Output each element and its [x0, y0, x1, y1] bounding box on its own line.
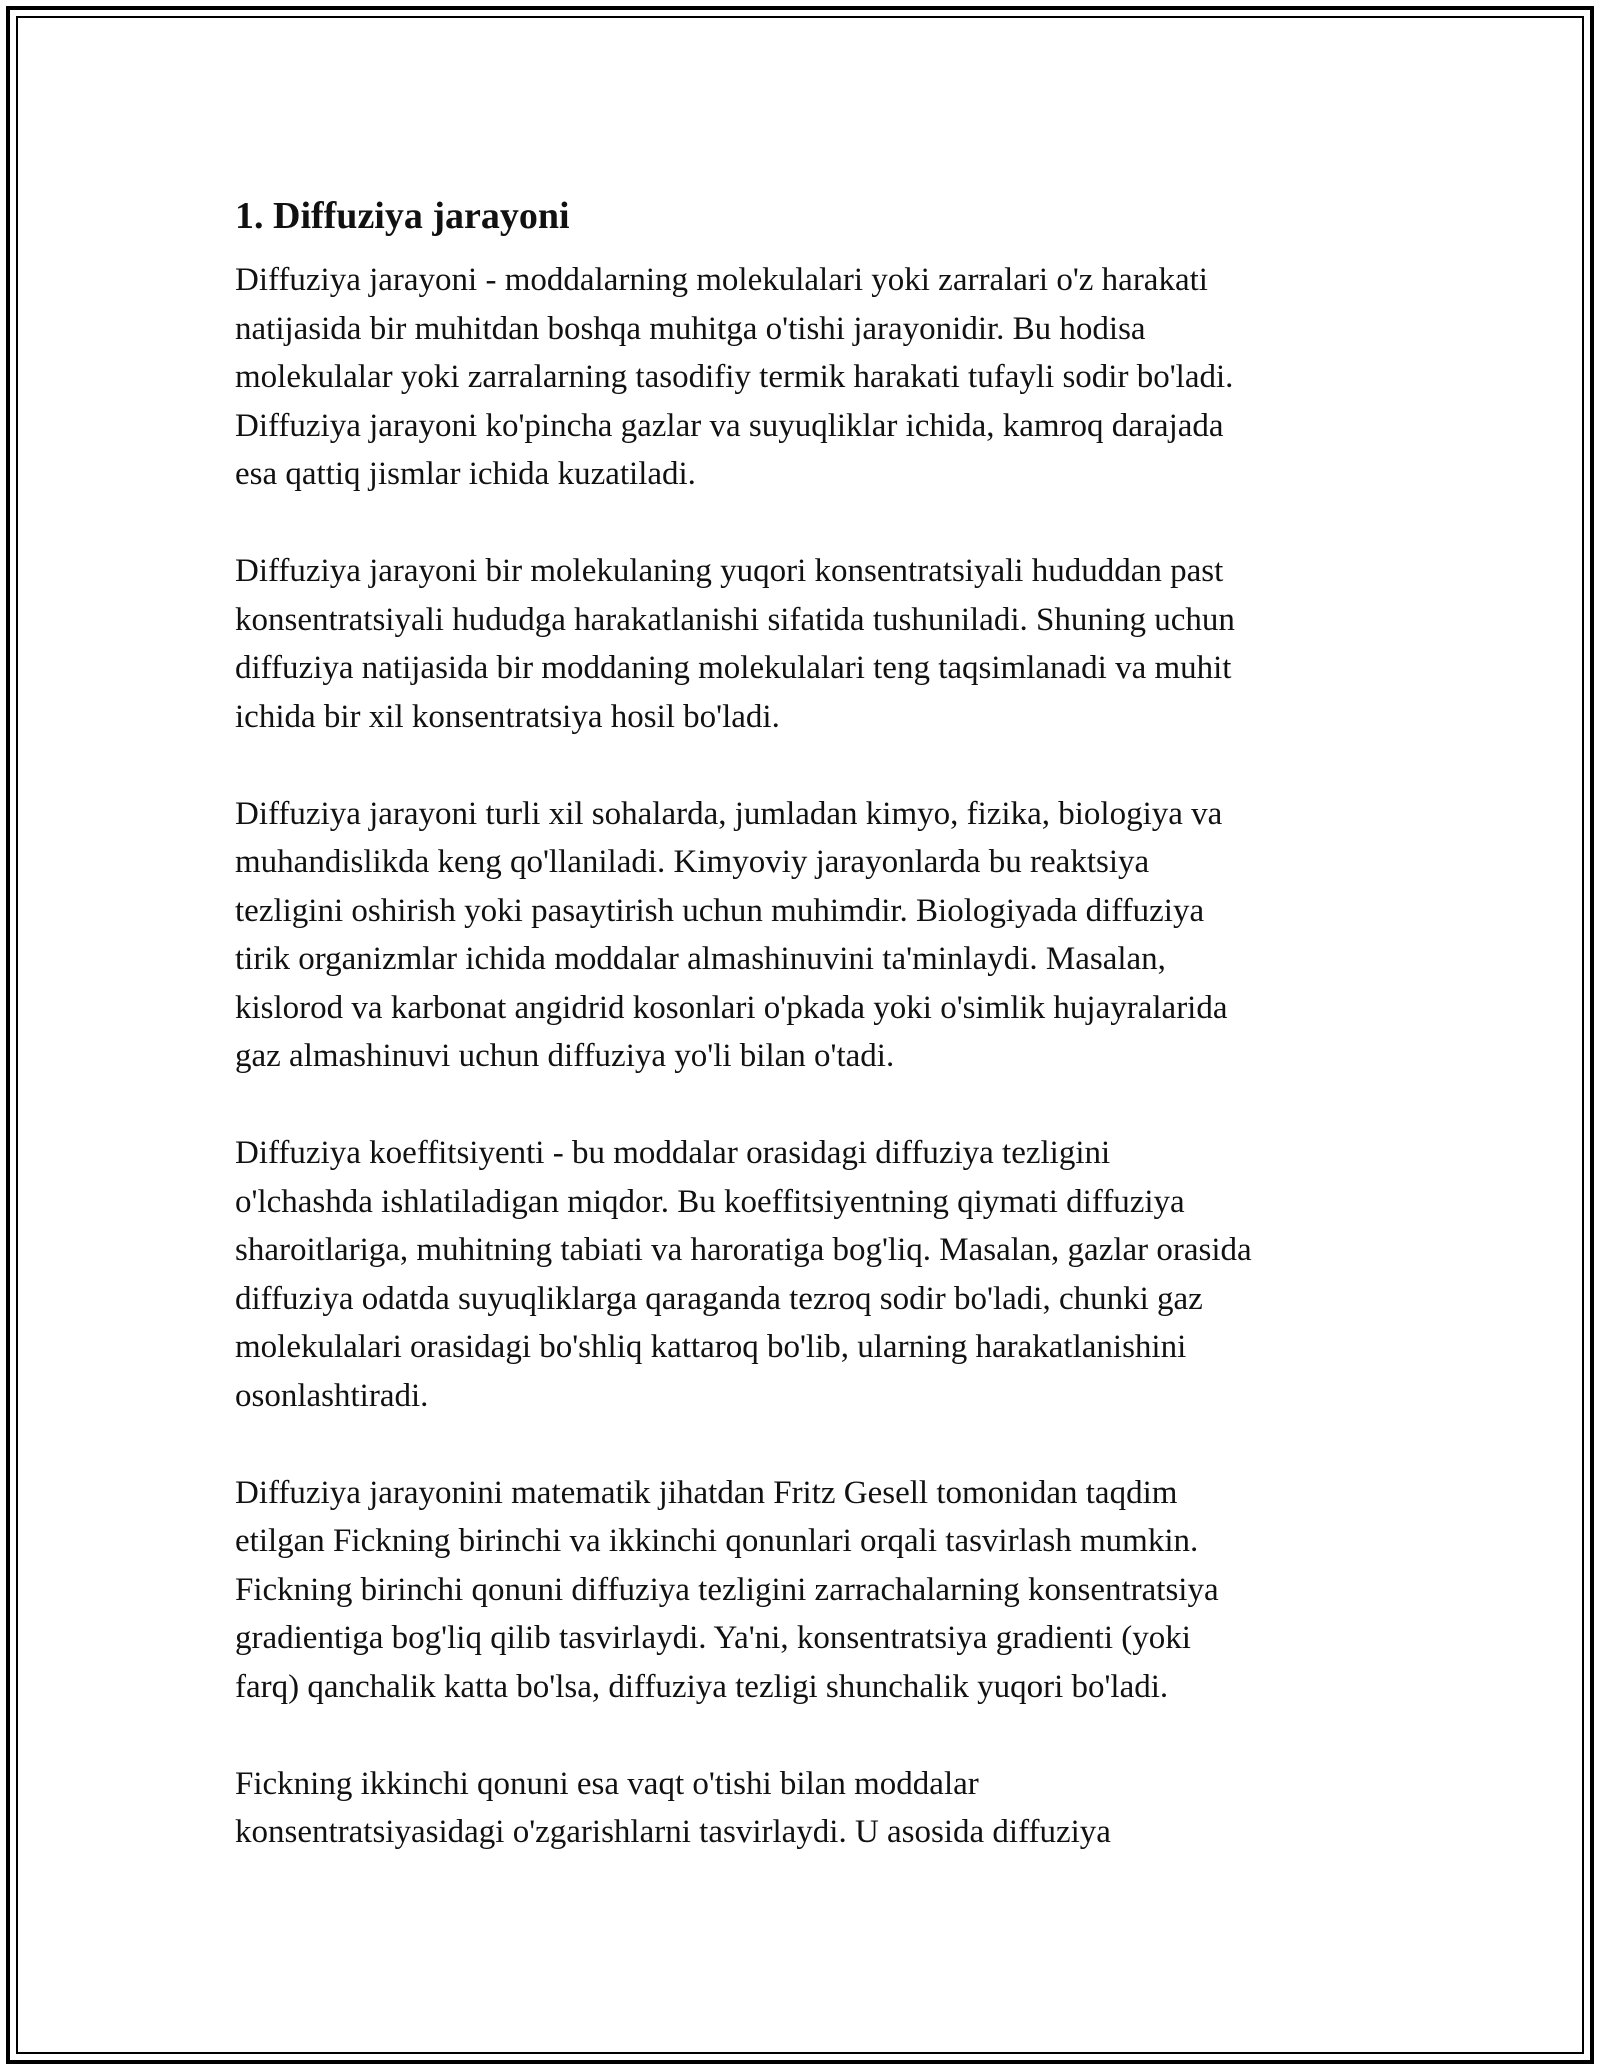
paragraph-line: o'lchashda ishlatiladigan miqdor. Bu koeffitsiyentning qiymati diffuziya — [235, 1183, 1185, 1220]
paragraph-line: natijasida bir muhitdan boshqa muhitga o'tishi jarayonidir. Bu hodisa — [235, 310, 1146, 347]
paragraph-2 — [235, 547, 1385, 741]
paragraph-line: ichida bir xil konsentratsiya hosil bo'ladi. — [235, 698, 780, 735]
paragraph-line: molekulalari orasidagi bo'shliq kattaroq bo'lib, ularning harakatlanishini — [235, 1329, 1187, 1365]
paragraph-line: diffuziya natijasida bir moddaning molekulalari teng taqsimlanadi va muhit — [235, 650, 1232, 686]
paragraph-1 — [235, 256, 1385, 499]
paragraph-line: tirik organizmlar ichida moddalar almashinuvini ta'minlaydi. Masalan, — [235, 941, 1166, 977]
paragraph-line: osonlashtiradi. — [235, 1377, 429, 1414]
paragraph-line: etilgan Fickning birinchi va ikkinchi qonunlari orqali tasvirlash mumkin. — [235, 1523, 1199, 1559]
paragraph-4 — [235, 1129, 1385, 1420]
paragraph-line: kislorod va karbonat angidrid kosonlari o'pkada yoki o'simlik hujayralarida — [235, 989, 1228, 1026]
section-title: 1. Diffuziya jarayoni — [235, 195, 570, 237]
paragraph-line: Diffuziya jarayonini matematik jihatdan Fritz Gesell tomonidan taqdim — [235, 1474, 1178, 1511]
paragraph-line: diffuziya odatda suyuqliklarga qaraganda tezroq sodir bo'ladi, chunki gaz — [235, 1280, 1203, 1317]
paragraph-line: Diffuziya koeffitsiyenti - bu moddalar orasidagi diffuziya tezligini — [235, 1135, 1111, 1171]
paragraph-line: Diffuziya jarayoni bir molekulaning yuqori konsentratsiyali hududdan past — [235, 553, 1224, 589]
paragraph-line: esa qattiq jismlar ichida kuzatiladi. — [235, 456, 696, 492]
paragraph-6 — [235, 1760, 1385, 1857]
paragraph-line: Diffuziya jarayoni turli xil sohalarda, jumladan kimyo, fizika, biologiya va — [235, 795, 1223, 832]
paragraph-line: molekulalar yoki zarralarning tasodifiy termik harakati tufayli sodir bo'ladi. — [235, 359, 1234, 395]
document-body — [235, 188, 1385, 1905]
paragraph-line: Diffuziya jarayoni - moddalarning molekulalari yoki zarralari o'z harakati — [235, 262, 1208, 298]
paragraph-line: muhandislikda keng qo'llaniladi. Kimyoviy jarayonlarda bu reaktsiya — [235, 844, 1150, 880]
paragraph-5 — [235, 1469, 1385, 1712]
paragraph-line: farq) qanchalik katta bo'lsa, diffuziya tezligi shunchalik yuqori bo'ladi. — [235, 1668, 1169, 1705]
paragraph-line: konsentratsiyasidagi o'zgarishlarni tasvirlaydi. U asosida diffuziya — [235, 1814, 1111, 1850]
paragraph-line: konsentratsiyali hududga harakatlanishi sifatida tushuniladi. Shuning uchun — [235, 601, 1235, 638]
paragraph-line: Fickning birinchi qonuni diffuziya tezligini zarrachalarning konsentratsiya — [235, 1571, 1219, 1608]
paragraph-line: Fickning ikkinchi qonuni esa vaqt o'tishi bilan moddalar — [235, 1765, 979, 1802]
paragraph-line: sharoitlariga, muhitning tabiati va haroratiga bog'liq. Masalan, gazlar orasida — [235, 1232, 1252, 1268]
paragraph-line: Diffuziya jarayoni ko'pincha gazlar va suyuqliklar ichida, kamroq darajada — [235, 407, 1224, 444]
paragraph-line: gradientiga bog'liq qilib tasvirlaydi. Ya'ni, konsentratsiya gradienti (yoki — [235, 1620, 1191, 1656]
paragraph-3 — [235, 790, 1385, 1081]
paragraph-line: gaz almashinuvi uchun diffuziya yo'li bilan o'tadi. — [235, 1038, 895, 1074]
paragraph-line: tezligini oshirish yoki pasaytirish uchun muhimdir. Biologiyada diffuziya — [235, 892, 1205, 929]
